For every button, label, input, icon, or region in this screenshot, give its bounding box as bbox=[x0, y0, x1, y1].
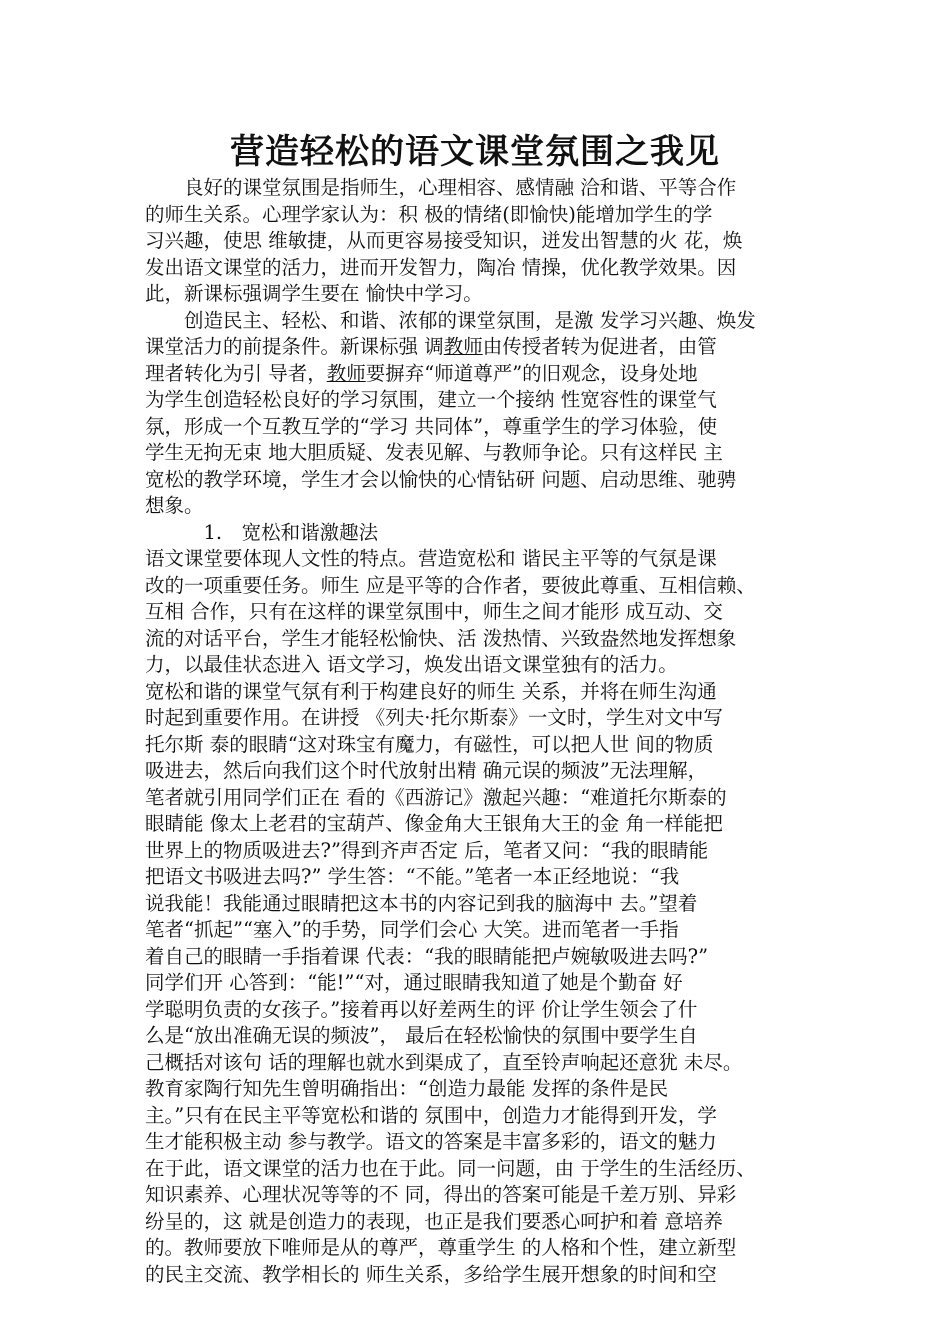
text-line: 发出语文课堂的活力，进而开发智力，陶冶 情操，优化教学效果。因 bbox=[145, 255, 737, 279]
text-line: 良好的课堂氛围是指师生，心理相容、感情融 洽和谐、平等合作 bbox=[145, 176, 737, 199]
text-line: 说我能！我能通过眼睛把这本书的内容记到我的脑海中 去。”望着 bbox=[145, 891, 698, 915]
text-line: 学生无拘无束 地大胆质疑、发表见解、与教师争论。只有这样民 主 bbox=[145, 441, 723, 464]
text-line: 改的一项重要任务。师生 应是平等的合作者，要彼此尊重、互相信赖、 bbox=[145, 573, 756, 597]
text-line: 的民主交流、教学相长的 师生关系，多给学生展开想象的时间和空 bbox=[145, 1262, 717, 1286]
text-line: 课堂活力的前提条件。新课标强 调教师由传授者转为促进者，由管 bbox=[145, 335, 717, 358]
text-line: 笔者就引用同学们正在 看的《西游记》激起兴趣：“难道托尔斯泰的 bbox=[145, 785, 727, 809]
link-teacher[interactable]: 教师 bbox=[443, 335, 483, 358]
text-line: 的。教师要放下唯师是从的尊严，尊重学生 的人格和个性，建立新型 bbox=[145, 1236, 737, 1259]
text-line: 流的对话平台，学生才能轻松愉快、活 泼热情、兴致盎然地发挥想象 bbox=[145, 626, 737, 650]
text-line: 学聪明负责的女孩子。”接着再以好差两生的评 价让学生领会了什 bbox=[145, 997, 698, 1021]
text-line: 己概括对该句 话的理解也就水到渠成了，直至铃声响起还意犹 未尽。 bbox=[145, 1050, 743, 1074]
text-line: 宽松的教学环境，学生才会以愉快的心情钻研 问题、启动思维、驰骋 bbox=[145, 467, 737, 491]
text-line: 习兴趣，使思 维敏捷，从而更容易接受知识，迸发出智慧的火 花，焕 bbox=[145, 229, 743, 252]
text-line: 创造民主、轻松、和谐、浓郁的课堂氛围，是激 发学习兴趣、焕发 bbox=[145, 308, 756, 332]
document-body bbox=[145, 175, 825, 1288]
text-line: 的师生关系。心理学家认为：积 极的情绪(即愉快)能增加学生的学 bbox=[145, 202, 713, 226]
text-line: 知识素养、心理状况等等的不 同，得出的答案可能是千差万别、异彩 bbox=[145, 1183, 737, 1206]
text-line: 力，以最佳状态进入 语文学习，焕发出语文课堂独有的活力。 bbox=[145, 653, 678, 676]
text-line: 同学们开 心答到：“能!”“对，通过眼睛我知道了她是个勤奋 好 bbox=[145, 971, 683, 994]
text-line: 把语文书吸进去吗?” 学生答：“不能。”笔者一本正经地说：“我 bbox=[145, 865, 680, 888]
text-line: 想象。 bbox=[145, 494, 204, 517]
text-line: 语文课堂要体现人文性的特点。营造宽松和 谐民主平等的气氛是课 bbox=[145, 547, 717, 570]
link-teacher[interactable]: 教师 bbox=[326, 361, 366, 385]
text-line: 教育家陶行知先生曾明确指出：“创造力最能 发挥的条件是民 bbox=[145, 1077, 669, 1100]
text-line: 么是“放出准确无误的频波”， 最后在轻松愉快的氛围中要学生自 bbox=[145, 1024, 698, 1047]
text-line: 生才能积极主动 参与教学。语文的答案是丰富多彩的，语文的魅力 bbox=[145, 1130, 717, 1153]
text-line: 1. 宽松和谐激趣法 bbox=[145, 520, 379, 544]
text-line: 主。”只有在民主平等宽松和谐的 氛围中，创造力才能得到开发，学 bbox=[145, 1103, 717, 1127]
text-line: 托尔斯 泰的眼睛“这对珠宝有魔力，有磁性，可以把人世 间的物质 bbox=[145, 732, 714, 756]
text-line: 理者转化为引 导者，教师要摒弃“师道尊严”的旧观念，设身处地 bbox=[145, 361, 698, 385]
text-line: 在于此，语文课堂的活力也在于此。同一问题，由 于学生的生活经历、 bbox=[145, 1156, 756, 1180]
text-line: 互相 合作，只有在这样的课堂氛围中，师生之间才能形 成互动、交 bbox=[145, 600, 723, 623]
text-line: 笔者“抓起”“塞入”的手势，同学们会心 大笑。进而笔者一手指 bbox=[145, 918, 679, 941]
text-line: 此，新课标强调学生要在 愉快中学习。 bbox=[145, 282, 483, 305]
text-line: 世界上的物质吸进去?”得到齐声否定 后，笔者又问：“我的眼睛能 bbox=[145, 838, 709, 862]
text-line: 时起到重要作用。在讲授 《列夫·托尔斯泰》一文时，学生对文中写 bbox=[145, 706, 723, 729]
text-line: 纷呈的，这 就是创造力的表现，也正是我们要悉心呵护和着 意培养 bbox=[145, 1209, 723, 1233]
document-title: 营造轻松的语文课堂氛围之我见 bbox=[230, 132, 720, 172]
text-line: 为学生创造轻松良好的学习氛围，建立一个接纳 性宽容性的课堂气 bbox=[145, 388, 717, 411]
text-line: 眼睛能 像太上老君的宝葫芦、像金角大王银角大王的金 角一样能把 bbox=[145, 812, 723, 835]
text-line: 氛，形成一个互教互学的“学习 共同体”，尊重学生的学习体验，使 bbox=[145, 414, 718, 438]
text-line: 着自己的眼睛一手指着课 代表：“我的眼睛能把卢婉敏吸进去吗?” bbox=[145, 944, 709, 968]
text-line: 宽松和谐的课堂气氛有利于构建良好的师生 关系，并将在师生沟通 bbox=[145, 679, 717, 703]
text-line: 吸进去，然后向我们这个时代放射出精 确元误的频波”无法理解， bbox=[145, 759, 708, 782]
